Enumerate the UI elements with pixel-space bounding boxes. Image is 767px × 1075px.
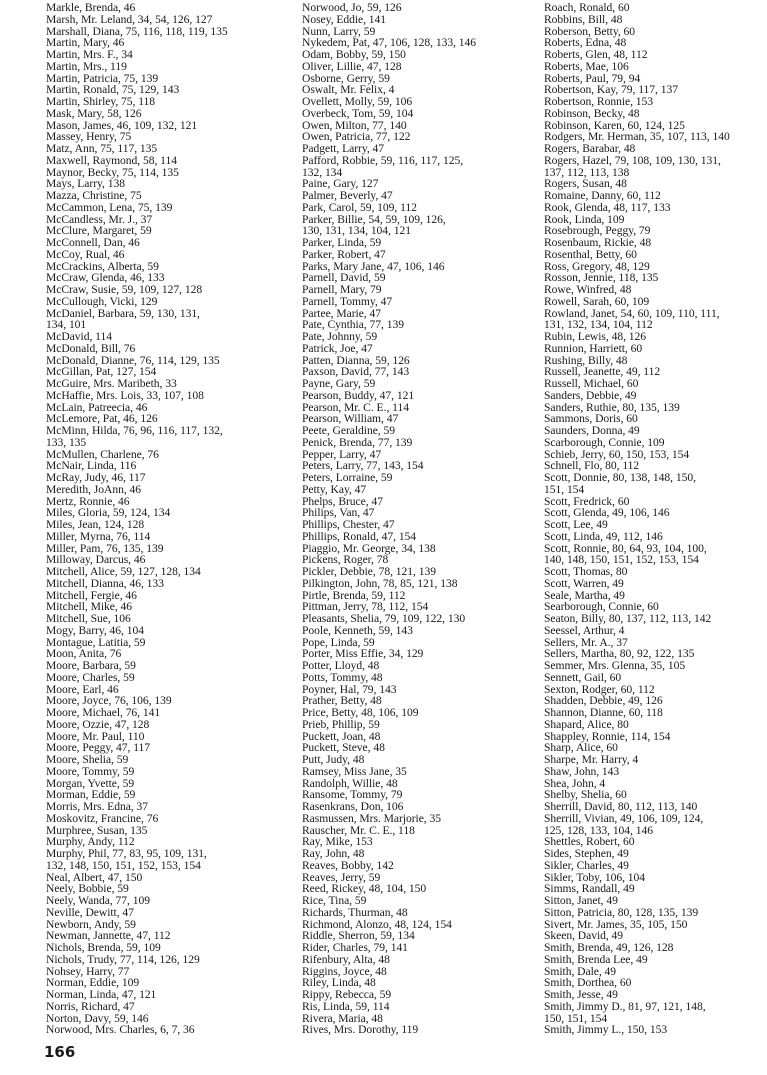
- index-entry: Ross, Gregory, 48, 129: [544, 259, 650, 273]
- index-entry: Potter, Lloyd, 48: [302, 659, 380, 672]
- index-entry: Seaton, Billy, 80, 137, 112, 113, 142: [544, 612, 712, 625]
- index-entry: Pearson, Buddy, 47, 121: [302, 388, 415, 402]
- index-entry: Peters, Larry, 77, 143, 154: [302, 459, 424, 473]
- index-entry: Moore, Shelia, 59: [46, 753, 129, 766]
- index-entry: McCrackins, Alberta, 59: [46, 259, 159, 273]
- index-entry: Parker, Billie, 54, 59, 109, 126, 130, 131, 134, 104, 121: [302, 212, 446, 238]
- index-entry: Pate, Cynthia, 77, 139: [302, 318, 404, 332]
- index-entry: Smith, Brenda Lee, 49: [544, 952, 648, 966]
- index-entry: Owen, Milton, 77, 140: [302, 118, 407, 132]
- index-entry: Searborough, Connie, 60: [544, 600, 659, 614]
- index-entry: Schnell, Flo, 80, 112: [544, 459, 640, 473]
- index-entry: Oswalt, Mr. Felix, 4: [302, 83, 395, 97]
- index-entry: Rogers, Barabar, 48: [544, 142, 636, 155]
- index-entry: Prieb, Phillip, 59: [302, 717, 380, 731]
- index-entry: Osborne, Gerry, 59: [302, 71, 390, 85]
- index-column-2: [302, 2, 542, 1036]
- index-entry: Rook, Linda, 109: [544, 212, 625, 226]
- index-entry: Ovellett, Molly, 59, 106: [302, 95, 413, 108]
- index-entry: Norwood, Jo, 59, 126: [302, 1, 402, 14]
- index-entry: Partee, Marie, 47: [302, 306, 381, 320]
- index-entry: Palmer, Beverly, 47: [302, 189, 393, 202]
- index-entry: Rogers, Susan, 48: [544, 177, 627, 191]
- index-entry: Parker, Linda, 59: [302, 236, 382, 249]
- index-entry: Puckett, Joan, 48: [302, 729, 381, 743]
- index-entry: Park, Carol, 59, 109, 112: [302, 200, 417, 214]
- index-entry: Sharp, Alice, 60: [544, 741, 618, 755]
- index-entry: Shadden, Debbie, 49, 126: [544, 694, 663, 708]
- index-entry: McLemore, Pat, 46, 126: [46, 412, 158, 426]
- index-entry: Shannon, Dianne, 60, 118: [544, 706, 663, 719]
- index-entry: Roberts, Glen, 48, 112: [544, 48, 648, 61]
- index-entry: McDonald, Dianne, 76, 114, 129, 135: [46, 353, 220, 367]
- index-column-3: [544, 2, 767, 1036]
- index-entry: Norton, Davy, 59, 146: [46, 1011, 149, 1025]
- index-entry: Padgett, Larry, 47: [302, 142, 385, 155]
- index-entry: Meredith, JoAnn, 46: [46, 482, 142, 496]
- index-entry: Prather, Betty, 48: [302, 694, 382, 708]
- index-entry: Rice, Tina, 59: [302, 894, 367, 907]
- index-entry: Rippy, Rebecca, 59: [302, 988, 392, 1001]
- index-entry: Riley, Linda, 48: [302, 976, 376, 990]
- index-entry: Marshall, Diana, 75, 116, 118, 119, 135: [46, 24, 228, 38]
- index-entry: Pittman, Jerry, 78, 112, 154: [302, 600, 429, 614]
- index-entry: Rider, Charles, 79, 141: [302, 941, 408, 954]
- index-entry: Sharpe, Mr. Harry, 4: [544, 753, 639, 766]
- index-entry: Milloway, Darcus, 46: [46, 553, 146, 567]
- index-entry: Shapard, Alice, 80: [544, 717, 629, 731]
- index-entry: Odam, Bobby, 59, 150: [302, 48, 406, 61]
- index-entry: Rook, Glenda, 48, 117, 133: [544, 200, 671, 214]
- index-entry: Roberson, Betty, 60: [544, 24, 636, 38]
- index-entry: Phelps, Bruce, 47: [302, 494, 383, 508]
- index-entry: Murphy, Phil, 77, 83, 95, 109, 131, 132, 148, 150, 151, 152, 153, 154: [46, 847, 207, 872]
- index-entry: Robinson, Karen, 60, 124, 125: [544, 118, 685, 132]
- index-entry: Poyner, Hal, 79, 143: [302, 682, 397, 696]
- index-entry: Parker, Robert, 47: [302, 247, 386, 261]
- index-entry: Rodgers, Mr. Herman, 35, 107, 113, 140: [544, 130, 730, 144]
- index-entry: Mask, Mary, 58, 126: [46, 106, 142, 120]
- index-entry: Runnion, Harriett, 60: [544, 341, 643, 355]
- index-column-1: [46, 2, 298, 1036]
- index-entry: Scott, Thomas, 80: [544, 565, 628, 578]
- index-entry: Martin, Mrs. F., 34: [46, 48, 133, 61]
- index-entry: Moore, Barbara, 59: [46, 659, 136, 672]
- index-entry: Porter, Miss Effie, 34, 129: [302, 647, 424, 661]
- index-entry: Parnell, David, 59: [302, 271, 386, 285]
- index-entry: Rifenbury, Alta, 48: [302, 952, 390, 966]
- index-entry: Miller, Pam, 76, 135, 139: [46, 541, 164, 555]
- index-entry: Penick, Brenda, 77, 139: [302, 435, 413, 449]
- index-entry: Montague, Latitia, 59: [46, 635, 146, 649]
- index-entry: Mitchell, Sue, 106: [46, 612, 131, 625]
- index-entry: Skeen, David, 49: [544, 929, 624, 943]
- index-entry: Richmond, Alonzo, 48, 124, 154: [302, 917, 452, 931]
- index-entry: Saunders, Donna, 49: [544, 424, 640, 437]
- index-entry: McCandless, Mr. J., 37: [46, 212, 153, 226]
- index-entry: Maynor, Becky, 75, 114, 135: [46, 165, 179, 179]
- index-entry: Mitchell, Alice, 59, 127, 128, 134: [46, 565, 201, 578]
- index-entry: Pleasants, Shelia, 79, 109, 122, 130: [302, 612, 466, 625]
- index-entry: McGillan, Pat, 127, 154: [46, 365, 157, 379]
- index-entry: Rubin, Lewis, 48, 126: [544, 330, 647, 343]
- index-entry: McCraw, Glenda, 46, 133: [46, 271, 165, 285]
- index-entry: Neal, Albert, 47, 150: [46, 870, 143, 884]
- index-entry: Marsh, Mr. Leland, 34, 54, 126, 127: [46, 12, 213, 26]
- index-entry: Seale, Martha, 49: [544, 588, 625, 602]
- index-entry: Moore, Joyce, 76, 106, 139: [46, 694, 172, 708]
- index-entry: Rasmussen, Mrs. Marjorie, 35: [302, 811, 441, 825]
- index-entry: Maxwell, Raymond, 58, 114: [46, 153, 177, 167]
- index-entry: Reaves, Jerry, 59: [302, 870, 381, 884]
- index-entry: Sellers, Martha, 80, 92, 122, 135: [544, 647, 695, 661]
- index-entry: Smith, Jimmy L., 150, 153: [544, 1023, 668, 1037]
- index-entry: Sellers, Mr. A., 37: [544, 635, 628, 649]
- index-entry: Sanders, Ruthie, 80, 135, 139: [544, 400, 680, 414]
- index-entry: Morgan, Yvette, 59: [46, 776, 135, 790]
- index-entry: Pepper, Larry, 47: [302, 447, 382, 461]
- index-entry: Reed, Rickey, 48, 104, 150: [302, 882, 427, 896]
- index-entry: Price, Betty, 48, 106, 109: [302, 706, 419, 719]
- index-entry: Paine, Gary, 127: [302, 177, 379, 191]
- index-entry: Rivera, Maria, 48: [302, 1011, 383, 1025]
- index-entry: Seessel, Arthur, 4: [544, 623, 625, 637]
- index-entry: Parnell, Tommy, 47: [302, 294, 393, 308]
- index-entry: Moore, Mr. Paul, 110: [46, 729, 145, 743]
- index-entry: Ramsey, Miss Jane, 35: [302, 764, 407, 778]
- index-entry: Shettles, Robert, 60: [544, 835, 635, 849]
- index-entry: McGuire, Mrs. Maribeth, 33: [46, 377, 177, 390]
- index-entry: Newman, Jannette, 47, 112: [46, 929, 171, 943]
- index-entry: Pirtle, Brenda, 59, 112: [302, 588, 406, 602]
- index-entry: Sides, Stephen, 49: [544, 847, 629, 860]
- index-entry: Rauscher, Mr. C. E., 118: [302, 823, 415, 837]
- index-entry: Neville, Dewitt, 47: [46, 905, 134, 919]
- index-entry: Scott, Warren, 49: [544, 576, 624, 590]
- index-entry: Miles, Gloria, 59, 124, 134: [46, 506, 171, 520]
- index-entry: Ris, Linda, 59, 114: [302, 999, 390, 1013]
- index-entry: Moore, Tommy, 59: [46, 764, 135, 778]
- index-entry: Riggins, Joyce, 48: [302, 964, 387, 978]
- index-entry: McRay, Judy, 46, 117: [46, 471, 146, 484]
- index-entry: Moore, Michael, 76, 141: [46, 706, 161, 719]
- index-entry: Overbeck, Tom, 59, 104: [302, 106, 414, 120]
- index-entry: Phillips, Chester, 47: [302, 518, 395, 531]
- index-entry: Martin, Mrs., 119: [46, 59, 127, 73]
- index-entry: Roberts, Paul, 79, 94: [544, 71, 641, 85]
- index-entry: Schieb, Jerry, 60, 150, 153, 154: [544, 447, 690, 461]
- index-entry: Pafford, Robbie, 59, 116, 117, 125, 132, 134: [302, 153, 464, 179]
- index-entry: Ray, Mike, 153: [302, 835, 373, 849]
- index-entry: Sennett, Gail, 60: [544, 670, 622, 684]
- index-entry: Phillips, Ronald, 47, 154: [302, 529, 417, 543]
- index-entry: Markle, Brenda, 46: [46, 1, 136, 14]
- index-entry: Russell, Michael, 60: [544, 377, 639, 390]
- index-entry: Pope, Linda, 59: [302, 635, 375, 649]
- index-entry: Nunn, Larry, 59: [302, 24, 376, 38]
- index-entry: Nohsey, Harry, 77: [46, 964, 130, 978]
- index-entry: Smith, Jesse, 49: [544, 988, 618, 1001]
- index-entry: McCullough, Vicki, 129: [46, 294, 158, 308]
- index-entry: Patten, Dianna, 59, 126: [302, 353, 410, 367]
- index-entry: McConnell, Dan, 46: [46, 236, 140, 249]
- index-entry: Scarborough, Connie, 109: [544, 435, 665, 449]
- index-entry: Rowland, Janet, 54, 60, 109, 110, 111, 131, 132, 134, 104, 112: [544, 306, 720, 332]
- index-entry: Smith, Jimmy D., 81, 97, 121, 148, 150, 151, 154: [544, 999, 706, 1025]
- index-entry: Rowell, Sarah, 60, 109: [544, 294, 650, 308]
- index-entry: Peete, Geraldine, 59: [302, 424, 396, 437]
- index-entry: Simms, Randall, 49: [544, 882, 635, 896]
- index-entry: Norman, Eddie, 109: [46, 976, 140, 990]
- index-entry: Mertz, Ronnie, 46: [46, 494, 130, 508]
- index-entry: Poole, Kenneth, 59, 143: [302, 623, 413, 637]
- index-entry: Nichols, Brenda, 59, 109: [46, 941, 161, 954]
- index-entry: McCammon, Lena, 75, 139: [46, 200, 173, 214]
- index-entry: Petty, Kay, 47: [302, 482, 367, 496]
- index-entry: Richards, Thurman, 48: [302, 905, 408, 919]
- index-entry: Nichols, Trudy, 77, 114, 126, 129: [46, 952, 200, 966]
- index-entry: Semmer, Mrs. Glenna, 35, 105: [544, 659, 686, 672]
- index-entry: Reaves, Bobby, 142: [302, 858, 394, 872]
- index-entry: Scott, Glenda, 49, 106, 146: [544, 506, 670, 520]
- index-entry: Scott, Ronnie, 80, 64, 93, 104, 100, 140, 148, 150, 151, 152, 153, 154: [544, 541, 707, 567]
- index-entry: Moore, Ozzie, 47, 128: [46, 717, 150, 731]
- index-entry: Robbins, Bill, 48: [544, 12, 623, 26]
- index-entry: Oliver, Lillie, 47, 128: [302, 59, 402, 73]
- index-entry: Rives, Mrs. Dorothy, 119: [302, 1023, 419, 1037]
- index-entry: Rushing, Billy, 48: [544, 353, 628, 367]
- index-entry: Philips, Van, 47: [302, 506, 375, 520]
- index-entry: Sherrill, David, 80, 112, 113, 140: [544, 800, 698, 813]
- index-entry: Ransome, Tommy, 79: [302, 788, 403, 802]
- index-entry: Martin, Mary, 46: [46, 36, 125, 50]
- index-entry: Mitchell, Fergie, 46: [46, 588, 137, 602]
- index-entry: Murphy, Andy, 112: [46, 835, 135, 849]
- index-entry: Smith, Brenda, 49, 126, 128: [544, 941, 674, 954]
- index-entry: Parnell, Mary, 79: [302, 283, 382, 296]
- index-entry: Massey, Henry, 75: [46, 130, 132, 144]
- index-entry: Sikler, Charles, 49: [544, 858, 629, 872]
- index-entry: Rasenkrans, Don, 106: [302, 800, 404, 813]
- index-entry: McDavid, 114: [46, 330, 112, 343]
- index-entry: Roberts, Mae, 106: [544, 59, 629, 73]
- page-number: 166: [44, 1043, 76, 1061]
- index-entry: McHaffie, Mrs. Lois, 33, 107, 108: [46, 388, 204, 402]
- index-entry: McNair, Linda, 116: [46, 459, 137, 473]
- index-entry: Rosebrough, Peggy, 79: [544, 224, 651, 238]
- index-entry: McClure, Margaret, 59: [46, 224, 152, 238]
- index-entry: Murphree, Susan, 135: [46, 823, 148, 837]
- index-entry: Romaine, Danny, 60, 112: [544, 189, 661, 202]
- index-entry: Putt, Judy, 48: [302, 753, 365, 766]
- index-entry: Parks, Mary Jane, 47, 106, 146: [302, 259, 445, 273]
- index-entry: Moskovitz, Francine, 76: [46, 811, 159, 825]
- index-entry: Moore, Earl, 46: [46, 682, 119, 696]
- index-entry: Sitton, Patricia, 80, 128, 135, 139: [544, 905, 699, 919]
- index-entry: Pearson, William, 47: [302, 412, 399, 426]
- index-entry: Norwood, Mrs. Charles, 6, 7, 36: [46, 1023, 195, 1037]
- index-entry: Scott, Linda, 49, 112, 146: [544, 529, 663, 543]
- index-entry: Robertson, Kay, 79, 117, 137: [544, 83, 678, 97]
- index-entry: Puckett, Steve, 48: [302, 741, 385, 755]
- index-entry: McDaniel, Barbara, 59, 130, 131, 134, 101: [46, 306, 200, 332]
- index-entry: Pickens, Roger, 78: [302, 553, 389, 567]
- index-entry: Sherrill, Vivian, 49, 106, 109, 124, 125, 128, 133, 104, 146: [544, 811, 704, 837]
- index-entry: Rogers, Hazel, 79, 108, 109, 130, 131, 137, 112, 113, 138: [544, 153, 721, 179]
- index-entry: Rosenbaum, Rickie, 48: [544, 236, 652, 249]
- index-entry: McDonald, Bill, 76: [46, 341, 136, 355]
- index-entry: Scott, Fredrick, 60: [544, 494, 630, 508]
- index-entry: Shappley, Ronnie, 114, 154: [544, 729, 671, 743]
- index-entry: Pearson, Mr. C. E., 114: [302, 400, 409, 414]
- index-entry: Mogy, Barry, 46, 104: [46, 623, 144, 637]
- index-entry: Neely, Wanda, 77, 109: [46, 894, 150, 907]
- index-entry: Smith, Dorthea, 60: [544, 976, 632, 990]
- index-entry: Pate, Johnny, 59: [302, 330, 378, 343]
- index-entry: Rowe, Winfred, 48: [544, 283, 632, 296]
- index-entry: Neely, Bobbie, 59: [46, 882, 129, 896]
- index-entry: Shaw, John, 143: [544, 764, 620, 778]
- index-entry: Sivert, Mr. James, 35, 105, 150: [544, 917, 688, 931]
- index-entry: Potts, Tommy, 48: [302, 670, 383, 684]
- index-entry: Morman, Eddie, 59: [46, 788, 136, 802]
- index-entry: Robinson, Becky, 48: [544, 106, 640, 120]
- index-entry: Shelby, Shelia, 60: [544, 788, 627, 802]
- index-entry: Moore, Peggy, 47, 117: [46, 741, 151, 755]
- index-entry: Sammons, Doris, 60: [544, 412, 638, 426]
- index-entry: McCoy, Rual, 46: [46, 247, 125, 261]
- index-entry: Miller, Myrna, 76, 114: [46, 529, 151, 543]
- index-entry: Moon, Anita, 76: [46, 647, 122, 661]
- index-entry: Sanders, Debbie, 49: [544, 388, 637, 402]
- index-entry: Pickler, Debbie, 78, 121, 139: [302, 565, 436, 578]
- index-entry: Newborn, Andy, 59: [46, 917, 136, 931]
- index-entry: Nykedem, Pat, 47, 106, 128, 133, 146: [302, 36, 477, 50]
- index-entry: Norris, Richard, 47: [46, 999, 135, 1013]
- index-entry: Ray, John, 48: [302, 847, 365, 860]
- index-entry: Mitchell, Dianna, 46, 133: [46, 576, 164, 590]
- index-entry: Rosenthal, Betty, 60: [544, 247, 637, 261]
- index-entry: Matz, Ann, 75, 117, 135: [46, 142, 158, 155]
- index-entry: Martin, Shirley, 75, 118: [46, 95, 156, 108]
- index-entry: Randolph, Willie, 48: [302, 776, 398, 790]
- index-entry: Morris, Mrs. Edna, 37: [46, 800, 148, 813]
- index-entry: Payne, Gary, 59: [302, 377, 376, 390]
- index-entry: Scott, Lee, 49: [544, 518, 608, 531]
- index-entry: Peters, Lorraine, 59: [302, 471, 393, 484]
- index-entry: Russell, Jeanette, 49, 112: [544, 365, 661, 379]
- index-entry: Smith, Dale, 49: [544, 964, 617, 978]
- index-entry: Pilkington, John, 78, 85, 121, 138: [302, 576, 458, 590]
- index-entry: Rosson, Jennie, 118, 135: [544, 271, 659, 285]
- index-entry: Patrick, Joe, 47: [302, 341, 373, 355]
- index-entry: Shea, John, 4: [544, 776, 606, 790]
- index-entry: Owen, Patricia, 77, 122: [302, 130, 411, 144]
- index-entry: Scott, Donnie, 80, 138, 148, 150, 151, 154: [544, 471, 696, 496]
- index-entry: Piaggio, Mr. George, 34, 138: [302, 541, 436, 555]
- index-entry: Nosey, Eddie, 141: [302, 12, 387, 26]
- index-entry: Mason, James, 46, 109, 132, 121: [46, 118, 198, 132]
- index-entry: Sikler, Toby, 106, 104: [544, 870, 646, 884]
- index-entry: Sitton, Janet, 49: [544, 894, 618, 907]
- index-entry: Norman, Linda, 47, 121: [46, 988, 157, 1001]
- index-entry: Riddle, Sherron, 59, 134: [302, 929, 415, 943]
- index-entry: Martin, Ronald, 75, 129, 143: [46, 83, 180, 97]
- index-entry: Miles, Jean, 124, 128: [46, 518, 145, 531]
- index-entry: Mays, Larry, 138: [46, 177, 125, 191]
- index-entry: McLain, Patreecia, 46: [46, 400, 148, 414]
- index-entry: Paxson, David, 77, 143: [302, 365, 410, 379]
- index-entry: Robertson, Ronnie, 153: [544, 95, 654, 108]
- index-entry: McMullen, Charlene, 76: [46, 447, 159, 461]
- index-entry: Roberts, Edna, 48: [544, 36, 627, 50]
- index-entry: Mitchell, Mike, 46: [46, 600, 133, 614]
- index-entry: Sexton, Rodger, 60, 112: [544, 682, 655, 696]
- index-entry: Roach, Ronald, 60: [544, 1, 630, 14]
- index-entry: Moore, Charles, 59: [46, 670, 135, 684]
- index-entry: Mazza, Christine, 75: [46, 189, 142, 202]
- index-entry: Martin, Patricia, 75, 139: [46, 71, 159, 85]
- index-entry: McMinn, Hilda, 76, 96, 116, 117, 132, 133, 135: [46, 424, 223, 449]
- index-entry: McCraw, Susie, 59, 109, 127, 128: [46, 283, 203, 296]
